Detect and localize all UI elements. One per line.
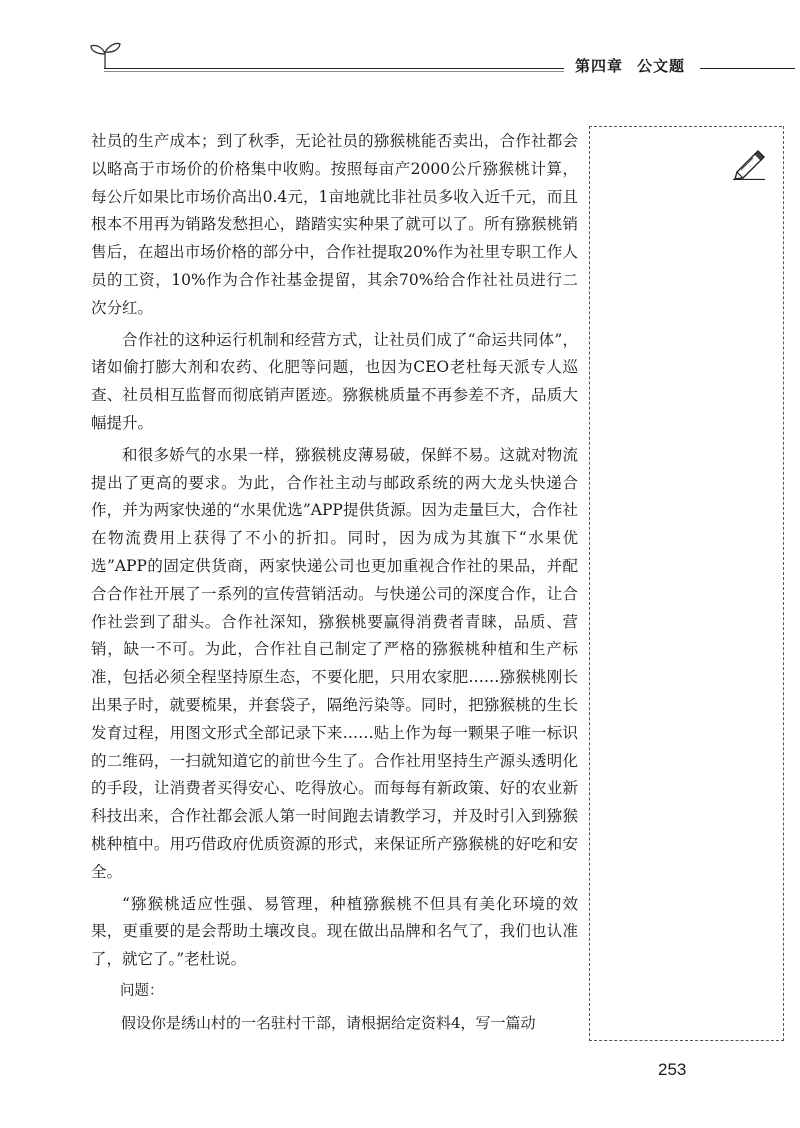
header-rule-right [700,68,795,69]
chapter-number: 第四章 [575,57,624,75]
sprout-icon [85,38,125,70]
pencil-icon [731,148,767,180]
paragraph-4: “猕猴桃适应性强、易管理，种植猕猴桃不但具有美化环境的效果，更重要的是会帮助土壤改良。现在做出品牌和名气了，我们也认准了，就它了。”老杜说。 [91,894,578,969]
notes-margin-box [589,126,784,1041]
paragraph-1: 社员的生产成本；到了秋季，无论社员的猕猴桃能否卖出，合作社都会以略高于市场价的价格集中收购。按照每亩产2000公斤猕猴桃计算，每公斤如果比市场价高出0.4元，1亩地就比非社员多收入近千元，而且根本不用再为销路发愁担心，踏踏实实种果了就可以了。所有猕猴桃销售后，在超出市场价格的部分中，合作社提取20%作为社里专职工作人员的工资，10%作为合作社基金提留，其余70%给合作社社员进行二次分红。 [91,132,578,317]
body-text [91,128,578,1038]
running-head [575,55,685,76]
header-rule-thin [104,71,564,72]
question-label: 问题： [120,982,164,999]
section-title: 公文题 [637,57,686,75]
paragraph-2: 合作社的这种运行机制和经营方式，让社员们成了“命运共同体”，诸如偷打膨大剂和农药、化肥等问题，也因为CEO老杜每天派专人巡查、社员相互监督而彻底销声匿迹。猕猴桃质量不再参差不齐，品质大幅提升。 [91,330,578,432]
question-text: 假设你是绣山村的一名驻村干部，请根据给定资料4，写一篇动 [121,1013,536,1032]
header-rule [104,68,564,69]
page-number: 253 [658,1060,687,1079]
paragraph-3: 和很多娇气的水果一样，猕猴桃皮薄易破，保鲜不易。这就对物流提出了更高的要求。为此，合作社主动与邮政系统的两大龙头快递合作，并为两家快递的“水果优选”APP提供货源。因为走量巨大，合作社在物流费用上获得了不小的折扣。同时，因为成为其旗下“水果优选”APP的固定供货商，两家快递公司也更加重视合作社的果品，并配合合作社开展了一系列的宣传营销活动。与快递公司的深度合作，让合作社尝到了甜头。合作社深知，猕猴桃要赢得消费者青睐，品质、营销，缺一不可。为此，合作社自己制定了严格的猕猴桃种植和生产标准，包括必须全程坚持原生态，不要化肥，只用农家肥……猕猴桃刚长出果子时，就要梳果，并套袋子，隔绝污染等。同时，把猕猴桃的生长发育过程，用图文形式全部记录下来……贴上作为每一颗果子唯一标识的二维码，一扫就知道它的前世今生了。合作社用坚持生产源头透明化的手段，让消费者买得安心、吃得放心。而每每有新政策、好的农业新科技出来，合作社都会派人第一时间跑去请教学习，并及时引入到猕猴桃种植中。用巧借政府优质资源的形式，来保证所产猕猴桃的好吃和安全。 [91,445,578,881]
page-header [0,0,800,90]
